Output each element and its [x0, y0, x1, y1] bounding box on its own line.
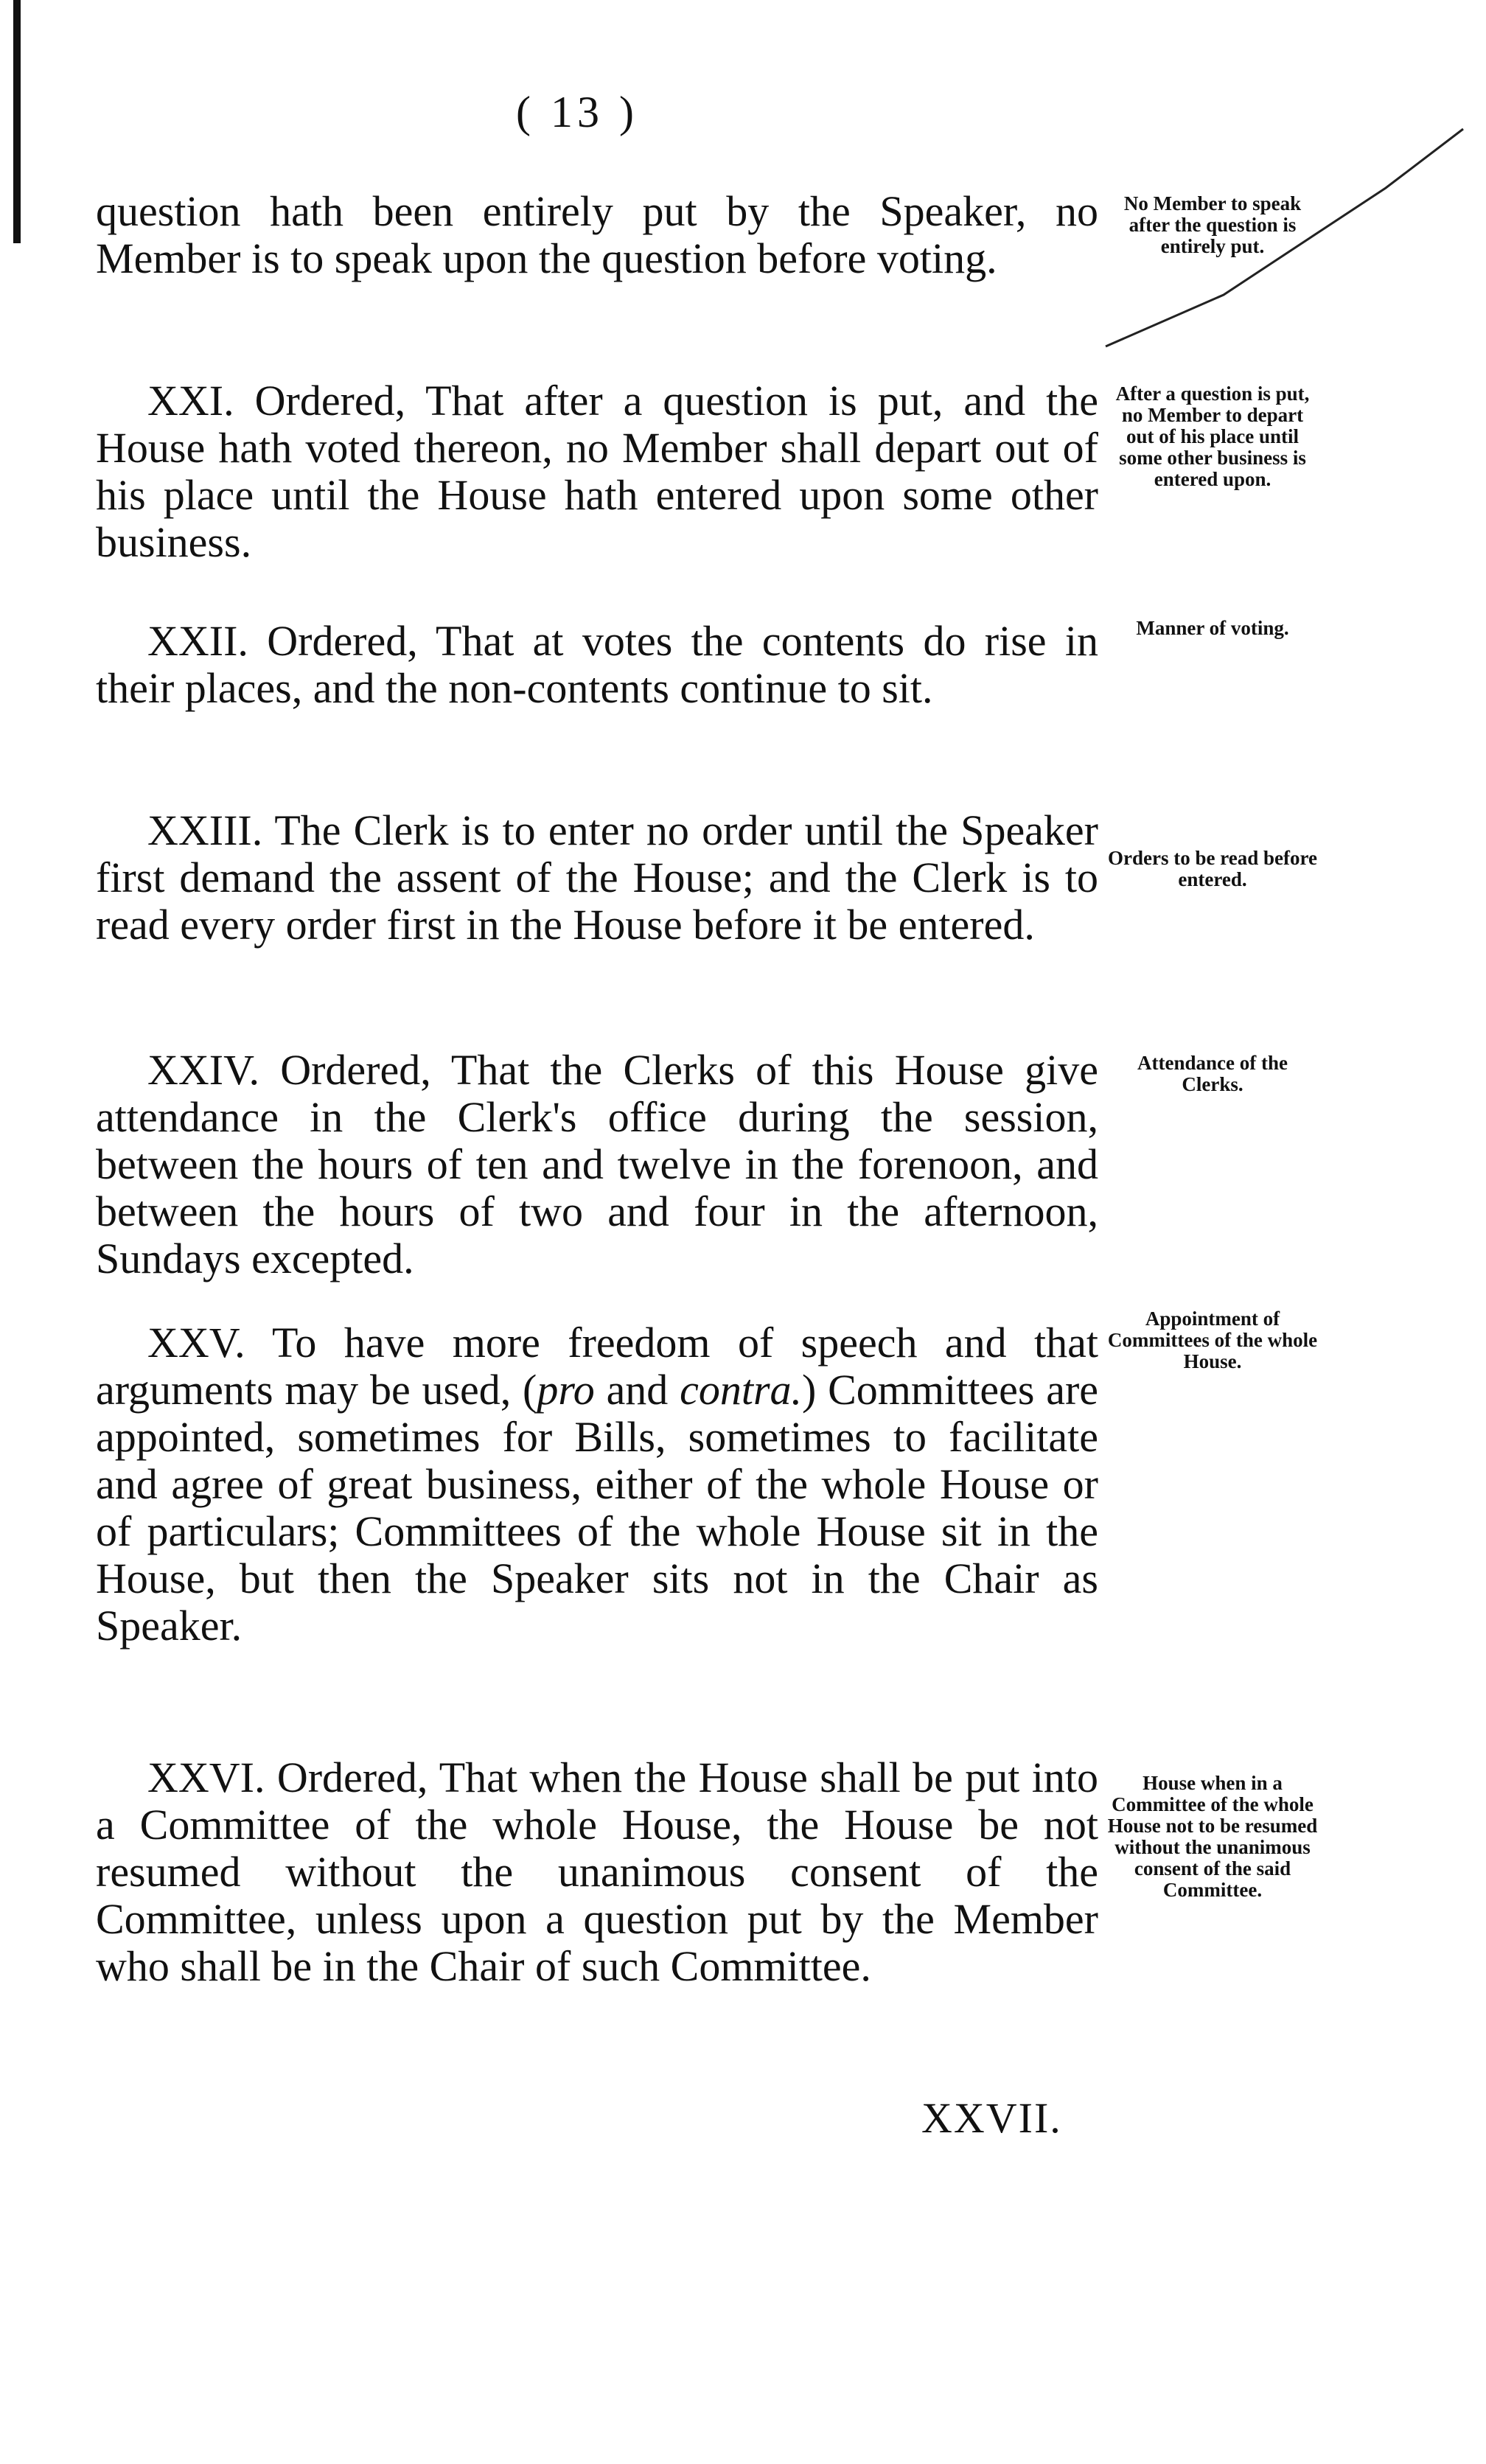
- italic-term: contra.: [680, 1366, 803, 1414]
- margin-note: After a question is put, no Member to depart out of his place until some other business is entered upon.: [1115, 383, 1310, 490]
- page-number: ( 13 ): [516, 88, 638, 136]
- catchword: XXVII.: [921, 2094, 1062, 2142]
- paragraph-text: XXVI. Ordered, That when the House shall be put into a Committee of the whole House, the House be not resumed without the unanimous consent of the Committee, unless upon a question put by the Member who shall be in the Chair of such Committee.: [96, 1753, 1098, 1990]
- paragraph-text: XXII. Ordered, That at votes the contents do rise in their places, and the non-contents continue to sit.: [96, 617, 1098, 712]
- paragraph-xxiii: [96, 807, 1098, 949]
- margin-note: No Member to speak after the question is entirely put.: [1123, 192, 1302, 257]
- text-segment: and: [594, 1366, 680, 1414]
- margin-note: Appointment of Committees of the whole House.: [1107, 1308, 1318, 1372]
- text-segment: XXV. To have more freedom of speech and that arguments may be used, (: [96, 1319, 1098, 1414]
- paragraph-text: XXI. Ordered, That after a question is put, and the House hath voted thereon, no Member shall depart out of his place until the House hath entered upon some other business.: [96, 377, 1098, 566]
- paragraph-continuation: [96, 188, 1098, 282]
- paragraph-text: question hath been entirely put by the Speaker, no Member is to speak upon the question before voting.: [96, 187, 1098, 282]
- text-segment: ) Committees are appointed, sometimes for Bills, sometimes to facilitate and agree of great business, either of the whole House or of particulars; Committees of the whole House sit in the House, but then the Speaker sits not in the Chair as Speaker.: [96, 1366, 1098, 1650]
- paragraph-text: XXIV. Ordered, That the Clerks of this House give attendance in the Clerk's office during the session, between the hours of ten and twelve in the forenoon, and between the hours of two and four in the afternoon, Sundays excepted.: [96, 1046, 1098, 1282]
- paragraph-xxvi: [96, 1754, 1098, 1990]
- margin-note: House when in a Committee of the whole House not to be resumed without the unanimous consent of the said Committee.: [1107, 1772, 1318, 1901]
- paragraph-xxii: [96, 618, 1098, 712]
- italic-term: pro: [537, 1366, 595, 1414]
- paragraph-xxiv: [96, 1047, 1098, 1282]
- paragraph-xxi: [96, 377, 1098, 566]
- margin-note: Attendance of the Clerks.: [1137, 1052, 1288, 1095]
- margin-note: Manner of voting.: [1136, 617, 1289, 639]
- paragraph-text: XXIII. The Clerk is to enter no order until the Speaker first demand the assent of the House; and the Clerk is to read every order first in the House before it be entered.: [96, 806, 1098, 949]
- paragraph-xxv: [96, 1319, 1098, 1650]
- paragraph-text: [96, 1319, 1098, 1650]
- margin-note: Orders to be read before entered.: [1108, 847, 1317, 890]
